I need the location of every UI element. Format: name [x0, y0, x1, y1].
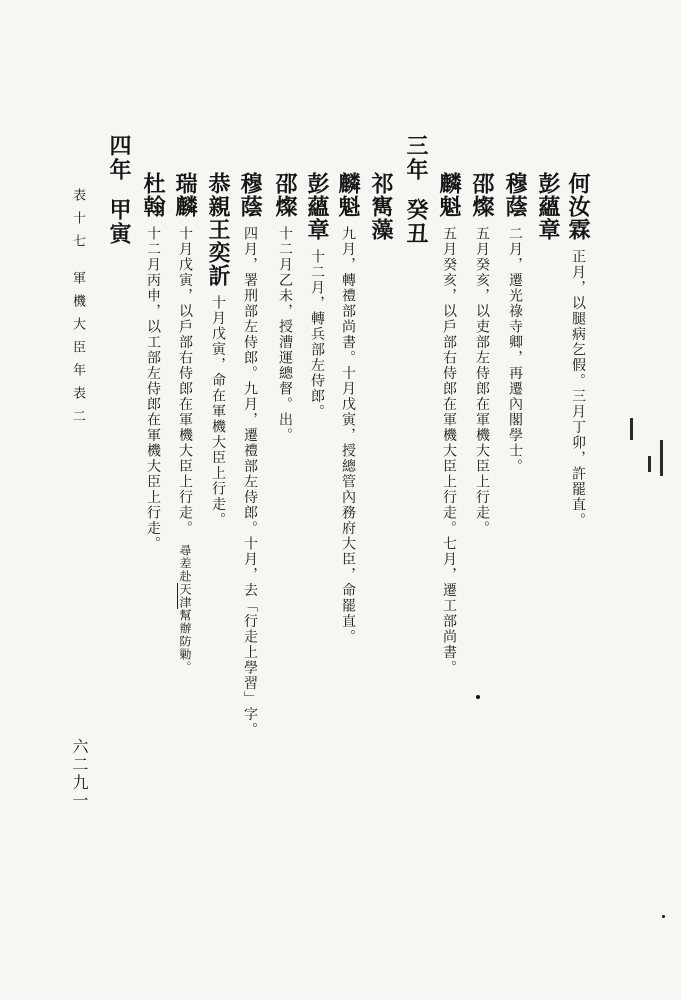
year-heading — [401, 134, 432, 246]
minister-name: 穆蔭 — [502, 172, 528, 218]
running-title: 軍機大臣年表二 — [70, 271, 85, 432]
minister-name: 杜翰 — [140, 172, 166, 218]
entry-text: 二月，遷光祿寺卿，再遷內閣學士。 — [507, 226, 523, 474]
entry-row — [235, 172, 266, 738]
entry-row — [533, 172, 564, 241]
entry-text: 五月癸亥，以吏部左侍郎在軍機大臣上行走。 — [474, 226, 490, 536]
minister-name: 麟魁 — [335, 172, 361, 218]
entry-row — [366, 172, 397, 241]
entry-row — [138, 172, 169, 552]
minister-name: 祁寯藻 — [368, 172, 394, 241]
entry-text: 九月，轉禮部尚書。十月戊寅，授總管內務府大臣，命罷直。 — [340, 226, 356, 645]
note-text: 幫辦防勦。 — [178, 609, 192, 674]
entry-text: 十二月，轉兵部左侍郎。 — [309, 249, 325, 420]
appended-note — [177, 544, 192, 674]
note-text: 尋差赴 — [178, 544, 192, 583]
entry-row — [563, 172, 594, 528]
year-label: 三年 — [403, 134, 429, 182]
entry-row — [500, 172, 531, 474]
entry-text: 五月癸亥，以戶部右侍郎在軍機大臣上行走。七月，遷工部尚書。 — [441, 226, 457, 676]
minister-name: 邵燦 — [469, 172, 495, 218]
entry-row — [203, 172, 234, 528]
minister-name: 麟魁 — [436, 172, 462, 218]
entry-text: 十月戊寅，以戶部右侍郎在軍機大臣上行走。 — [177, 226, 193, 536]
ink-speck — [662, 915, 665, 918]
margin-mark — [648, 456, 651, 472]
entry-row — [170, 172, 201, 674]
year-ganzhi: 甲寅 — [106, 198, 132, 246]
minister-name: 穆蔭 — [237, 172, 263, 218]
entry-text: 十二月乙未，授漕運總督。出。 — [277, 226, 293, 443]
year-heading — [104, 134, 135, 246]
entry-text: 四月，署刑部左侍郎。九月，遷禮部左侍郎。十月，去「行走上學習」字。 — [242, 226, 258, 738]
year-ganzhi: 癸丑 — [403, 198, 429, 246]
entry-text: 正月，以腿病乞假。三月丁卯，許罷直。 — [570, 249, 586, 528]
minister-name: 何汝霖 — [565, 172, 591, 241]
entry-row — [434, 172, 465, 676]
entry-row — [333, 172, 364, 645]
ink-speck — [476, 695, 480, 699]
entry-text: 十月戊寅，命在軍機大臣上行走。 — [210, 295, 226, 528]
underlined-place-name: 天津 — [178, 583, 192, 609]
minister-name: 邵燦 — [272, 172, 298, 218]
entry-row — [467, 172, 498, 536]
year-label: 四年 — [106, 134, 132, 182]
minister-name: 彭蘊章 — [304, 172, 330, 241]
minister-name: 恭親王奕訢 — [205, 172, 231, 287]
running-header — [68, 188, 87, 432]
margin-mark — [630, 418, 633, 440]
table-label: 表十七 — [70, 188, 85, 257]
minister-name: 彭蘊章 — [535, 172, 561, 241]
entry-row — [270, 172, 301, 443]
entry-text: 十二月丙申，以工部左侍郎在軍機大臣上行走。 — [145, 226, 161, 552]
minister-name: 瑞麟 — [172, 172, 198, 218]
margin-mark — [660, 440, 663, 476]
entry-row — [302, 172, 333, 420]
page-number: 六二九一 — [70, 738, 89, 810]
